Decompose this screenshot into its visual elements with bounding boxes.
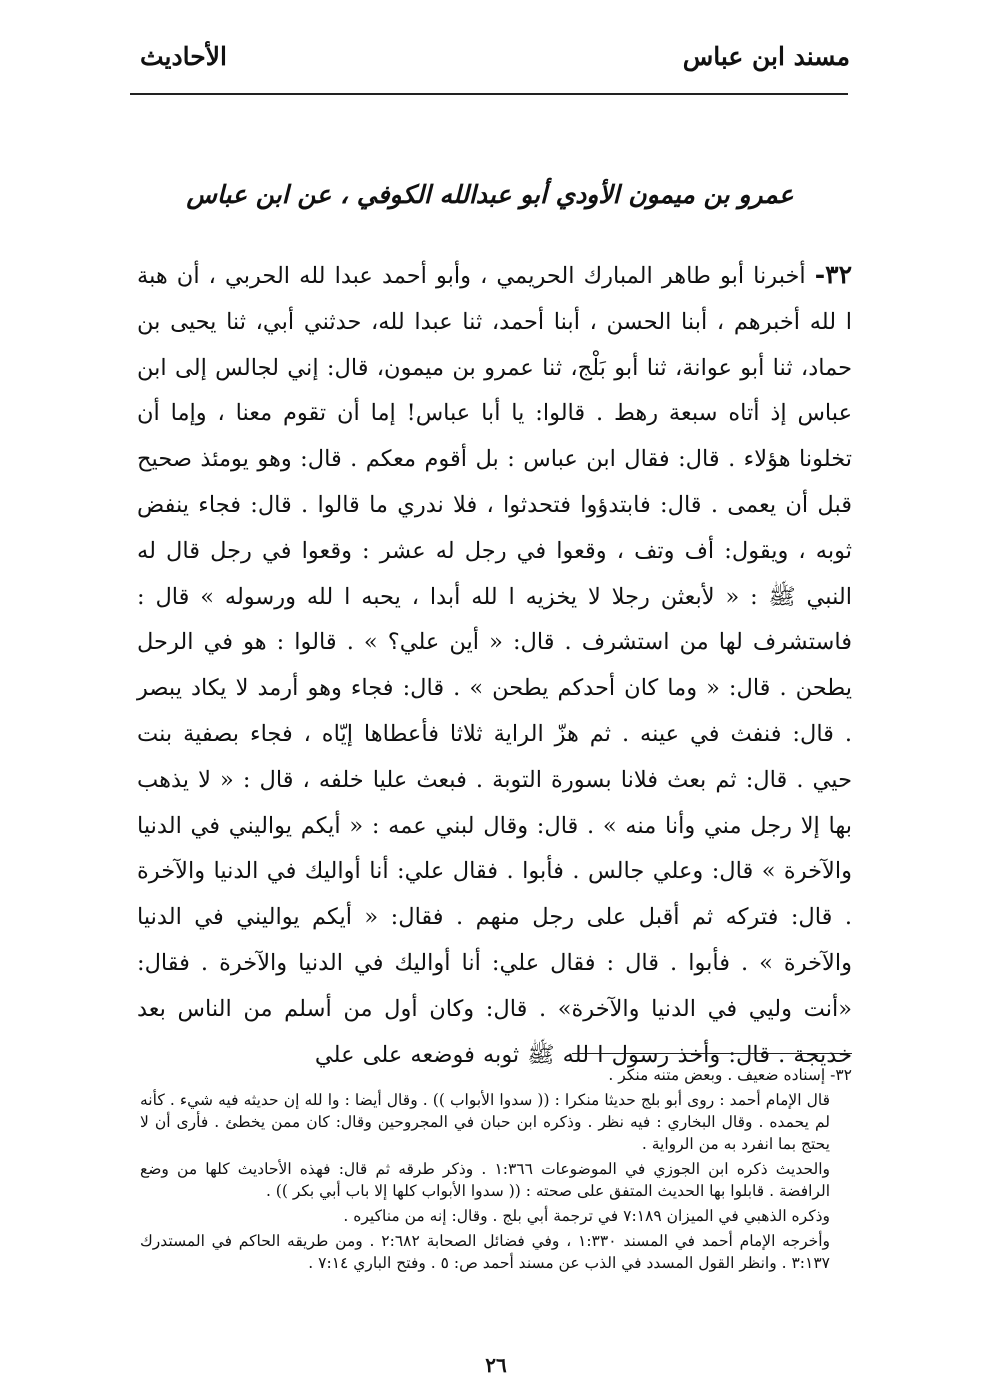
footnote-divider	[572, 1053, 852, 1054]
running-title-book: مسند ابن عباس	[682, 42, 850, 71]
footnote-paragraph: وذكره الذهبي في الميزان ٧:١٨٩ في ترجمة أبي بلج . وقال: إنه من مناكيره .	[343, 1207, 830, 1225]
hadith-number: ٣٢-	[814, 260, 852, 289]
footnotes	[140, 1064, 852, 1277]
header-divider	[130, 93, 848, 95]
running-title-section: الأحاديث	[140, 42, 227, 71]
hadith-paragraph	[137, 252, 852, 1078]
hadith-text: أخبرنا أبو طاهر المبارك الحريمي ، وأبو أحمد عبدا لله الحربي ، أن هبة ا لله أخبرهم ، أبنا الحسن ، أبنا أحمد، ثنا عبدا لله، حدثني أبي، ثنا يحيى بن حماد، ثنا أبو عوانة، ثنا أبو بَلْج، ثنا عمرو بن ميمون، قال: إني لجالس إلى ابن عباس إذ أتاه سبعة رهط . قالوا: يا أبا عباس! إما أن تقوم معنا ، وإما أن تخلونا هؤلاء . قال: فقال ابن عباس : بل أقوم معكم . قال: وهو يومئذ صحيح قبل أن يعمى . قال: فابتدؤوا فتحدثوا ، فلا ندري ما قالوا . قال: فجاء ينفض ثوبه ، ويقول: أف وتف ، وقعوا في رجل له عشر : وقعوا في رجل قال له النبي ﷺ : « لأبعثن رجلا لا يخزيه ا لله أبدا ، يحبه ا لله ورسوله » قال : فاستشرف لها من استشرف . قال: « أين علي؟ » . قالوا : هو في الرحل يطحن . قال: « وما كان أحدكم يطحن » . قال: فجاء وهو أرمد لا يكاد يبصر . قال: فنفث في عينه . ثم هزّ الراية ثلاثا فأعطاها إيّاه ، فجاء بصفية بنت حيي . قال: ثم بعث فلانا بسورة التوبة . فبعث عليا خلفه ، قال : « لا يذهب بها إلا رجل مني وأنا منه » . قال: وقال لبني عمه : « أيكم يواليني في الدنيا والآخرة » قال: وعلي جالس . فأبوا . فقال علي: أنا أواليك في الدنيا والآخرة . قال: فتركه ثم أقبل على رجل منهم . فقال: « أيكم يواليني في الدنيا والآخرة » . فأبوا . قال : فقال علي: أنا أواليك في الدنيا والآخرة . فقال: «أنت وليي في الدنيا والآخرة» . قال: وكان أول من أسلم من الناس بعد خديجة . قال: وأخذ رسول ا لله ﷺ ثوبه فوضعه على علي	[137, 263, 852, 1068]
page-header	[130, 42, 850, 88]
footnote-paragraph: قال الإمام أحمد : روى أبو بلج حديثا منكرا : (( سدوا الأبواب )) . وقال أيضا : وا لله إن حديثه فيه شيء . كأنه لم يحمده . وقال البخاري : فيه نظر . وذكره ابن حبان في المجروحين وقال: كان ممن يخطئ . فأرى أن لا يحتج بما انفرد به من الرواية .	[140, 1091, 830, 1153]
hadith-body	[137, 252, 852, 1078]
footnote-heading: ٣٢- إسناده ضعيف . وبعض متنه منكر .	[608, 1066, 852, 1084]
footnote-paragraph: وأخرجه الإمام أحمد في المسند ١:٣٣٠ ، وفي فضائل الصحابة ٢:٦٨٢ . ومن طريقه الحاكم في المستدرك ٣:١٣٧ . وانظر القول المسدد في الذب عن مسند أحمد ص: ٥ . وفتح الباري ٧:١٤ .	[140, 1232, 830, 1272]
page-number: ٢٦	[485, 1353, 507, 1377]
footnote-paragraph: والحديث ذكره ابن الجوزي في الموضوعات ١:٣٦٦ . وذكر طرقه ثم قال: فهذه الأحاديث كلها من وضع الرافضة . قابلوا بها الحديث المتفق على صحته : (( سدوا الأبواب كلها إلا باب أبي بكر )) .	[140, 1160, 831, 1200]
section-title: عمرو بن ميمون الأودي أبو عبدالله الكوفي ، عن ابن عباس	[186, 180, 794, 209]
